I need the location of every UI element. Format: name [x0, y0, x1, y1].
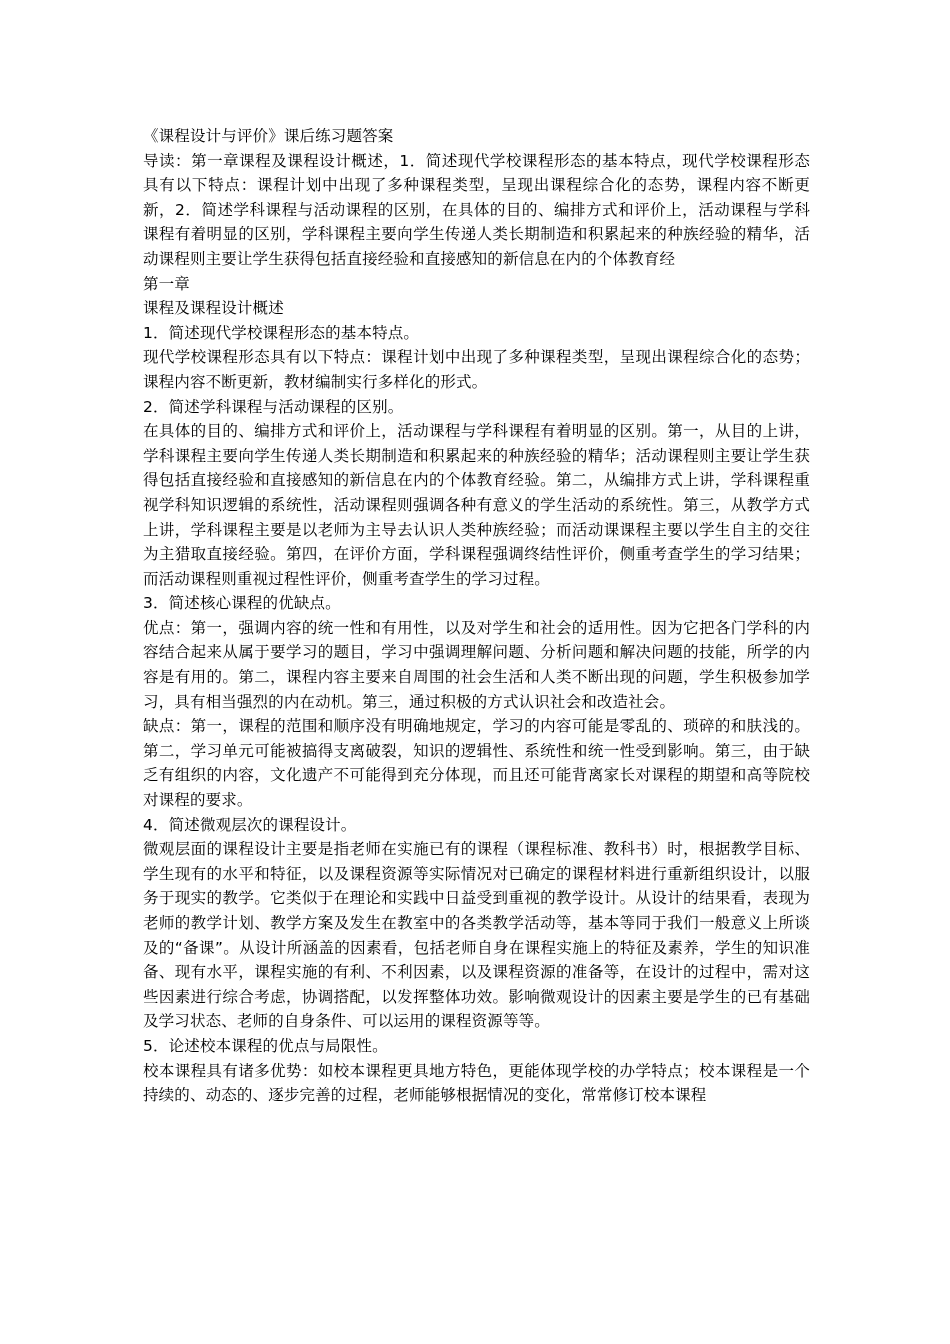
- question-5: 5．论述校本课程的优点与局限性。: [143, 1036, 388, 1055]
- answer-4: 微观层面的课程设计主要是指老师在实施已有的课程（课程标准、教科书）时，根据教学目标、学生现有的水平和特征，以及课程资源等实际情况对已确定的课程材料进行重新组织设计，以服务于现实的教学。它类似于在理论和实践中日益受到重视的教学设计。从设计的结果看，表现为老师的教学计划、教学方案及发生在教室中的各类教学活动等，基本等同于我们一般意义上所谈及的“备课”。从设计所涵盖的因素看，包括老师自身在课程实施上的特征及素养，学生的知识准备、现有水平，课程实施的有利、不利因素，以及课程资源的准备等，在设计的过程中，需对这些因素进行综合考虑，协调搭配，以发挥整体功效。影响微观设计的因素主要是学生的已有基础及学习状态、老师的自身条件、可以运用的课程资源等等。: [143, 840, 810, 1031]
- question-2: 2．简述学科课程与活动课程的区别。: [143, 397, 404, 416]
- chapter-heading: 第一章: [143, 274, 190, 293]
- answer-1: 现代学校课程形态具有以下特点：课程计划中出现了多种课程类型，呈现出课程综合化的态势；课程内容不断更新，教材编制实行多样化的形式。: [143, 348, 810, 391]
- answer-5: 校本课程具有诸多优势：如校本课程更具地方特色，更能体现学校的办学特点；校本课程是一个持续的、动态的、逐步完善的过程，老师能够根据情况的变化，常常修订校本课程: [143, 1061, 810, 1105]
- question-1: 1．简述现代学校课程形态的基本特点。: [143, 323, 420, 342]
- document-body: [143, 124, 810, 1108]
- question-3: 3．简述核心课程的优缺点。: [143, 594, 341, 613]
- answer-2: 在具体的目的、编排方式和评价上，活动课程与学科课程有着明显的区别。第一，从目的上讲，学科课程主要向学生传递人类长期制造和积累起来的种族经验的精华；活动课程则主要让学生获得包括直接经验和直接感知的新信息在内的个体教育经验。第二，从编排方式上讲，学科课程重视学科知识逻辑的系统性，活动课程则强调各种有意义的学生活动的系统性。第三，从教学方式上讲，学科课程主要是以老师为主导去认识人类种族经验；而活动课课程主要以学生自主的交往为主猎取直接经验。第四，在评价方面，学科课程强调终结性评价，侧重考查学生的学习结果；而活动课程则重视过程性评价，侧重考查学生的学习过程。: [143, 422, 810, 588]
- answer-3-cons: 缺点：第一，课程的范围和顺序没有明确地规定，学习的内容可能是零乱的、琐碎的和肤浅的。第二，学习单元可能被搞得支离破裂，知识的逻辑性、系统性和统一性受到影响。第三，由于缺乏有组织的内容，文化遗产不可能得到充分体现，而且还可能背离家长对课程的期望和高等院校对课程的要求。: [143, 717, 810, 810]
- chapter-title: 课程及课程设计概述: [143, 299, 284, 318]
- answer-3-pros: 优点：第一，强调内容的统一性和有用性，以及对学生和社会的适用性。因为它把各门学科的内容结合起来从属于要学习的题目，学习中强调理解问题、分析问题和解决问题的技能，所学的内容是有用的。第二，课程内容主要来自周围的社会生活和人类不断出现的问题，学生积极参加学习，具有相当强烈的内在动机。第三，通过积极的方式认识社会和改造社会。: [143, 618, 810, 711]
- intro-paragraph: 导读：第一章课程及课程设计概述，1．简述现代学校课程形态的基本特点，现代学校课程形态具有以下特点：课程计划中出现了多种课程类型，呈现出课程综合化的态势，课程内容不断更新，2．简述学科课程与活动课程的区别，在具体的目的、编排方式和评价上，活动课程与学科课程有着明显的区别，学科课程主要向学生传递人类长期制造和积累起来的种族经验的精华，活动课程则主要让学生获得包括直接经验和直接感知的新信息在内的个体教育经: [143, 151, 810, 268]
- document-title: 《课程设计与评价》课后练习题答案: [143, 127, 394, 145]
- question-4: 4．简述微观层次的课程设计。: [143, 815, 357, 834]
